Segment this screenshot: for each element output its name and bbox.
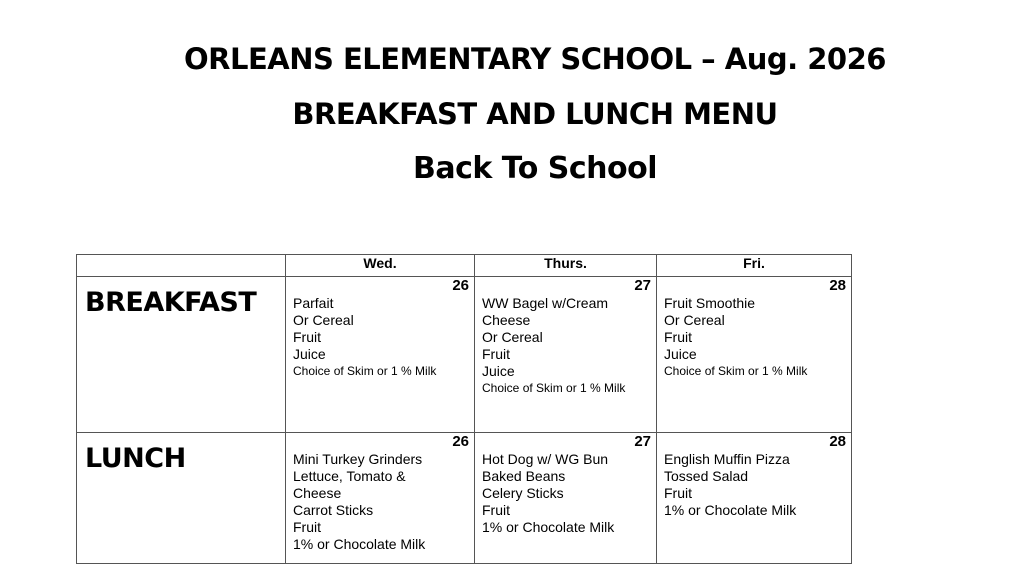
lunch-label: LUNCH <box>77 433 286 564</box>
menu-item: 1% or Chocolate Milk <box>664 502 797 518</box>
menu-item: Parfait <box>293 295 334 311</box>
date-number: 26 <box>452 433 469 450</box>
menu-item: Carrot Sticks <box>293 502 374 518</box>
date-number: 26 <box>452 277 469 294</box>
menu-item: Juice <box>664 346 697 362</box>
lunch-cell-thurs <box>475 433 657 564</box>
menu-item: Lettuce, Tomato & <box>293 468 406 484</box>
milk-note: Choice of Skim or 1 % Milk <box>293 364 437 378</box>
day-header-thurs: Thurs. <box>475 255 657 277</box>
menu-item: 1% or Chocolate Milk <box>293 536 426 552</box>
menu-item: Mini Turkey Grinders <box>293 451 423 467</box>
menu-item: Fruit Smoothie <box>664 295 756 311</box>
breakfast-label: BREAKFAST <box>77 277 286 433</box>
lunch-row <box>77 433 852 564</box>
date-number: 28 <box>829 277 846 294</box>
menu-item: WW Bagel w/Cream <box>482 295 609 311</box>
breakfast-cell-fri <box>657 277 852 433</box>
school-title: ORLEANS ELEMENTARY SCHOOL – Aug. 2026 <box>184 42 886 76</box>
date-number: 27 <box>634 433 651 450</box>
lunch-cell-wed <box>286 433 475 564</box>
menu-subtitle: Back To School <box>412 151 658 186</box>
menu-item: Celery Sticks <box>482 485 564 501</box>
menu-item: Cheese <box>293 485 342 501</box>
menu-item: Hot Dog w/ WG Bun <box>482 451 609 467</box>
menu-item: Fruit <box>664 485 692 501</box>
menu-item: Or Cereal <box>293 312 354 328</box>
menu-item: English Muffin Pizza <box>664 451 790 467</box>
menu-item: Fruit <box>664 329 692 345</box>
date-number: 27 <box>634 277 651 294</box>
menu-item: Or Cereal <box>482 329 543 345</box>
menu-item: 1% or Chocolate Milk <box>482 519 615 535</box>
menu-item: Cheese <box>482 312 531 328</box>
menu-item: Baked Beans <box>482 468 566 484</box>
milk-note: Choice of Skim or 1 % Milk <box>664 364 808 378</box>
menu-item: Fruit <box>482 502 510 518</box>
menu-items <box>664 451 845 519</box>
day-header-row <box>77 255 852 277</box>
menu-table <box>76 254 852 564</box>
menu-title: BREAKFAST AND LUNCH MENU <box>292 97 778 131</box>
breakfast-cell-wed <box>286 277 475 433</box>
day-header-wed: Wed. <box>286 255 475 277</box>
menu-item: Juice <box>293 346 326 362</box>
milk-note: Choice of Skim or 1 % Milk <box>482 381 626 395</box>
day-header-fri: Fri. <box>657 255 852 277</box>
menu-items <box>293 295 468 380</box>
menu-items <box>664 295 845 380</box>
corner-cell <box>77 255 286 277</box>
menu-item: Fruit <box>293 329 321 345</box>
menu-item: Or Cereal <box>664 312 725 328</box>
lunch-cell-fri <box>657 433 852 564</box>
menu-items <box>482 295 650 397</box>
date-number: 28 <box>829 433 846 450</box>
breakfast-row <box>77 277 852 433</box>
menu-item: Fruit <box>482 346 510 362</box>
menu-items <box>482 451 650 536</box>
menu-items <box>293 451 468 553</box>
menu-item: Tossed Salad <box>664 468 749 484</box>
menu-item: Fruit <box>293 519 321 535</box>
breakfast-cell-thurs <box>475 277 657 433</box>
menu-item: Juice <box>482 363 515 379</box>
